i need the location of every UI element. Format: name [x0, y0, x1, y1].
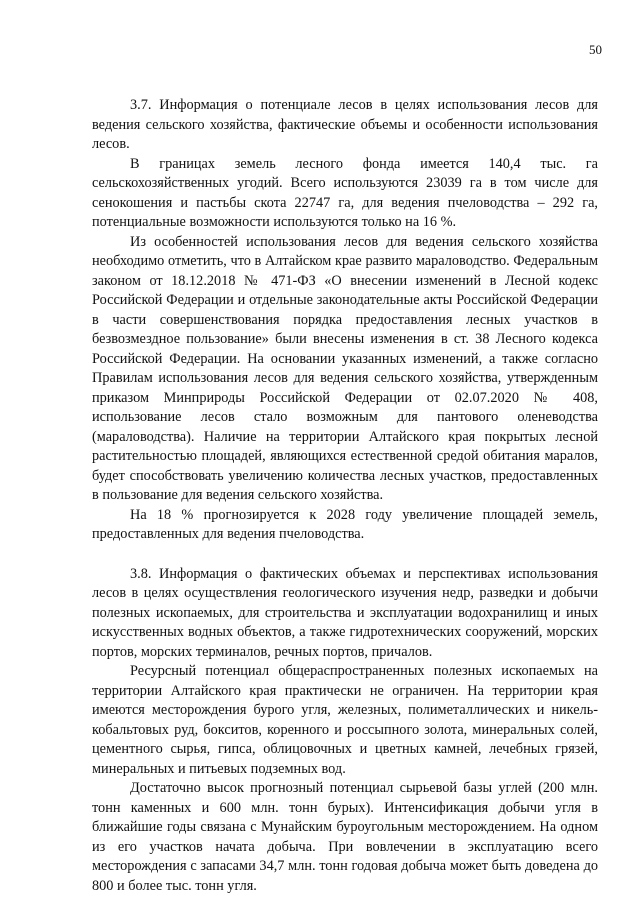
paragraph: Ресурсный потенциал общераспространенных полезных ископаемых на территории Алтайского края практически не ограничен. На территории края имеются месторождения бурого угля, железных, полиметаллических и никель-кобальтовых руд, бокситов, коренного и россыпного золота, минеральных солей, цементного сырья, гипса, облицовочных и цветных камней, лечебных грязей, минеральных и питьевых подземных вод.	[92, 663, 598, 777]
paragraph: Из особенностей использования лесов для ведения сельского хозяйства необходимо отметить, что в Алтайском крае развито мараловодство. Федеральным законом от 18.12.2018 № 471-ФЗ «О внесении изменений в Лесной кодекс Российской Федерации и отдельные законодательные акты Российской Федерации в части совершенствования порядка предоставления лесных участков в безвозмездное пользование» были внесены изменения в ст. 38 Лесного кодекса Российской Федерации. На основании указанных изменений, а также согласно Правилам использования лесов для ведения сельского хозяйства, утвержденным приказом Минприроды Российской Федерации от 02.07.2020 № 408, использование лесов стало возможным для пантового оленеводства (мараловодства). Наличие на территории Алтайского края покрытых лесной растительностью площадей, являющихся естественной средой обитания маралов, будет способствовать увеличению количества лесных участков, предоставленных в пользование для ведения сельского хозяйства.	[92, 233, 598, 503]
paragraph: На 18 % прогнозируется к 2028 году увеличение площадей земель, предоставленных для ведения пчеловодства.	[92, 506, 598, 542]
paragraph: В границах земель лесного фонда имеется 140,4 тыс. га сельскохозяйственных угодий. Всего используются 23039 га в том числе для сенокошения и пастьбы скота 22747 га, для ведения пчеловодства – 292 га, потенциальные возможности используются только на 16 %.	[92, 155, 598, 230]
document-body	[92, 96, 598, 896]
page-number: 50	[589, 42, 602, 57]
paragraph: Достаточно высок прогнозный потенциал сырьевой базы углей (200 млн. тонн каменных и 600 млн. тонн бурых). Интенсификация добычи угля в ближайшие годы связана с Мунайским буроугольным месторождением. На одном из его участков начата добыча. При вовлечении в эксплуатацию всего месторождения с запасами 34,7 млн. тонн годовая добыча может быть доведена до 800 и более тыс. тонн угля.	[92, 780, 598, 894]
section-spacer	[92, 545, 598, 565]
section-3-8-heading: 3.8. Информация о фактических объемах и перспективах использования лесов в целях осуществления геологического изучения недр, разведки и добычи полезных ископаемых, для строительства и эксплуатации водохранилищ и иных искусственных водных объектов, а также гидротехнических сооружений, морских портов, морских терминалов, речных портов, причалов.	[92, 565, 598, 660]
section-3-7-heading: 3.7. Информация о потенциале лесов в целях использования лесов для ведения сельского хозяйства, фактические объемы и особенности использования лесов.	[92, 97, 598, 152]
